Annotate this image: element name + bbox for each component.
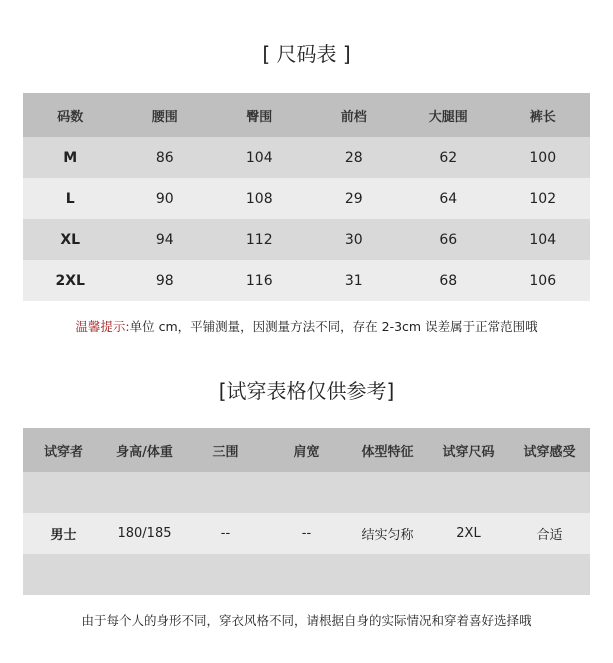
table-cell — [509, 472, 590, 513]
table-cell — [428, 472, 509, 513]
size-cell: 2XL — [23, 260, 118, 301]
table-cell: 30 — [307, 219, 402, 260]
try-on-table — [23, 428, 590, 595]
table-row — [23, 260, 590, 301]
header-length: 裤长 — [496, 93, 591, 137]
table-cell: 68 — [401, 260, 496, 301]
table-cell: 104 — [496, 219, 591, 260]
table-cell: 28 — [307, 137, 402, 178]
header-wearer: 试穿者 — [23, 428, 104, 472]
tip-text: 单位 cm，平铺测量，因测量方法不同，存在 2-3cm 误差属于正常范围哦 — [129, 319, 538, 334]
table-cell: 106 — [496, 260, 591, 301]
table-row — [23, 472, 590, 513]
table-cell — [104, 554, 185, 595]
table-cell: 男士 — [23, 513, 104, 554]
table-cell — [23, 472, 104, 513]
try-on-header-row — [23, 428, 590, 472]
table-row — [23, 554, 590, 595]
table-row — [23, 178, 590, 219]
size-cell: M — [23, 137, 118, 178]
size-cell: XL — [23, 219, 118, 260]
table-cell — [266, 554, 347, 595]
table-cell: 合适 — [509, 513, 590, 554]
size-chart-header-row — [23, 93, 590, 137]
table-cell: 180/185 — [104, 513, 185, 554]
header-thigh: 大腿围 — [401, 93, 496, 137]
table-cell — [185, 472, 266, 513]
table-cell — [23, 554, 104, 595]
table-cell: 102 — [496, 178, 591, 219]
table-cell — [185, 554, 266, 595]
table-cell: 98 — [118, 260, 213, 301]
table-row — [23, 219, 590, 260]
header-size: 码数 — [23, 93, 118, 137]
table-cell: 112 — [212, 219, 307, 260]
table-row — [23, 513, 590, 554]
header-try-size: 试穿尺码 — [428, 428, 509, 472]
table-cell — [509, 554, 590, 595]
table-cell — [428, 554, 509, 595]
try-on-title: [试穿表格仅供参考] — [218, 379, 395, 403]
table-cell: 2XL — [428, 513, 509, 554]
table-cell: 29 — [307, 178, 402, 219]
table-cell: 86 — [118, 137, 213, 178]
header-measurements: 三围 — [185, 428, 266, 472]
header-hip: 臀围 — [212, 93, 307, 137]
size-chart-table — [23, 93, 590, 301]
size-chart-title: [ 尺码表 ] — [262, 42, 351, 66]
table-cell: 62 — [401, 137, 496, 178]
table-cell: 90 — [118, 178, 213, 219]
table-cell — [104, 472, 185, 513]
table-cell: 31 — [307, 260, 402, 301]
table-cell — [266, 472, 347, 513]
table-cell: 104 — [212, 137, 307, 178]
header-body-type: 体型特征 — [347, 428, 428, 472]
size-tip — [0, 317, 613, 335]
header-front-rise: 前档 — [307, 93, 402, 137]
table-cell: 结实匀称 — [347, 513, 428, 554]
table-cell: 116 — [212, 260, 307, 301]
table-cell — [347, 554, 428, 595]
table-cell: -- — [185, 513, 266, 554]
table-cell: 100 — [496, 137, 591, 178]
header-feeling: 试穿感受 — [509, 428, 590, 472]
header-shoulder: 肩宽 — [266, 428, 347, 472]
try-on-note: 由于每个人的身形不同，穿衣风格不同，请根据自身的实际情况和穿着喜好选择哦 — [81, 613, 532, 628]
header-height-weight: 身高/体重 — [104, 428, 185, 472]
size-cell: L — [23, 178, 118, 219]
tip-label: 温馨提示: — [75, 319, 130, 334]
header-waist: 腰围 — [118, 93, 213, 137]
table-cell: -- — [266, 513, 347, 554]
table-row — [23, 137, 590, 178]
table-cell: 108 — [212, 178, 307, 219]
table-cell: 94 — [118, 219, 213, 260]
table-cell: 66 — [401, 219, 496, 260]
table-cell: 64 — [401, 178, 496, 219]
table-cell — [347, 472, 428, 513]
